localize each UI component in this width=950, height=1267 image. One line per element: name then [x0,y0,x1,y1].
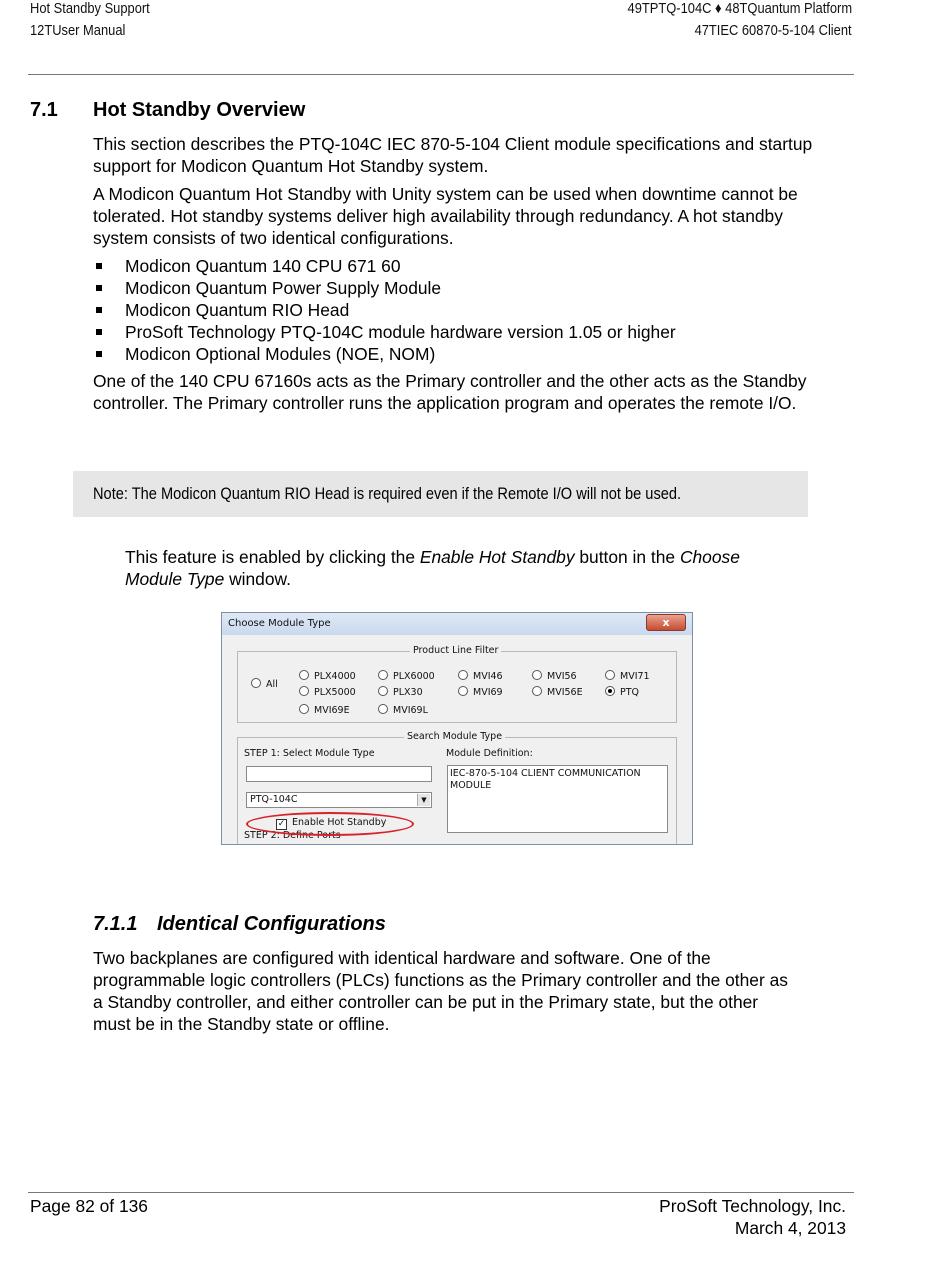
radio-mvi71[interactable] [605,670,650,682]
radio-plx6000[interactable] [378,670,435,682]
checkbox-label: Enable Hot Standby [292,817,387,828]
list-item: Modicon Quantum RIO Head [93,299,676,321]
identical-config-paragraph: Two backplanes are configured with identical hardware and software. One of the programmable logic controllers (PLCs) functions as the Primary controller and the other as a Standby controller, and either controller can be put in the Primary state, but the other must be in the Standby state or offline. [93,948,788,1034]
radio-mvi69e[interactable] [299,704,350,716]
feature-emphasis-button: Enable Hot Standby [419,547,575,567]
radio-all[interactable] [251,678,278,690]
choose-module-type-dialog [221,612,693,845]
radio-label: MVI56 [547,671,577,682]
radio-label: MVI69L [393,705,428,716]
footer-date: March 4, 2013 [734,1218,846,1238]
feature-emphasis-window: Choose Module Type [125,547,740,589]
radio-label: MVI69 [473,687,503,698]
note-text: Note: The Modicon Quantum RIO Head is required even if the Remote I/O will not be used. [93,484,682,503]
radio-label: MVI71 [620,671,650,682]
feature-paragraph [125,546,765,590]
radio-label: PTQ [620,687,640,698]
chevron-down-icon[interactable]: ▼ [417,794,430,806]
radio-label: MVI56E [547,687,583,698]
footer-company: ProSoft Technology, Inc. [659,1196,846,1216]
radio-icon [532,670,542,680]
feature-text: window. [224,569,291,589]
radio-icon [458,670,468,680]
definition-line: MODULE [450,780,492,791]
radio-icon [299,686,309,696]
product-filter-legend: Product Line Filter [410,645,501,656]
search-legend: Search Module Type [404,731,505,742]
module-type-select[interactable] [246,792,432,808]
feature-text: button in the [574,547,680,567]
list-item: Modicon Quantum Power Supply Module [93,277,676,299]
radio-icon [299,670,309,680]
radio-icon [605,670,615,680]
subsection-title: Identical Configurations [157,913,386,935]
subsection-number: 7.1.1 [93,913,138,935]
checkbox-checked-icon: ✓ [277,819,286,829]
module-definition-label: Module Definition: [446,748,533,759]
radio-mvi56[interactable] [532,670,577,682]
radio-icon [378,670,388,680]
radio-icon [299,704,309,714]
list-item: Modicon Optional Modules (NOE, NOM) [93,343,676,365]
radio-mvi69l[interactable] [378,704,428,716]
section-title: Hot Standby Overview [93,99,306,121]
module-search-input[interactable] [246,766,432,782]
radio-icon [378,704,388,714]
component-list [93,255,676,365]
radio-ptq[interactable] [605,686,639,698]
radio-label: PLX5000 [314,687,356,698]
close-button[interactable]: x [646,614,686,631]
radio-label: PLX30 [393,687,423,698]
radio-label: All [266,679,278,690]
feature-text: This feature is enabled by clicking the [125,547,420,567]
radio-icon [458,686,468,696]
radio-mvi69[interactable] [458,686,503,698]
header-rule [28,74,854,75]
radio-icon [532,686,542,696]
header-doc-title: Hot Standby Support [30,0,150,17]
intro-paragraph: This section describes the PTQ-104C IEC 870-5-104 Client module specifications and startup support for Modicon Quantum Hot Standby system. [93,134,813,176]
list-item: ProSoft Technology PTQ-104C module hardware version 1.05 or higher [93,321,676,343]
radio-label: MVI46 [473,671,503,682]
step1-label: STEP 1: Select Module Type [244,748,375,759]
radio-label: PLX4000 [314,671,356,682]
dialog-titlebar [222,613,692,635]
radio-mvi46[interactable] [458,670,503,682]
step2-label: STEP 2: Define Ports [244,830,341,841]
footer-rule [28,1192,854,1193]
definition-line: IEC-870-5-104 CLIENT COMMUNICATION [450,768,641,779]
note-box [73,471,808,517]
radio-mvi56e[interactable] [532,686,583,698]
radio-label: MVI69E [314,705,350,716]
radio-icon [378,686,388,696]
product-line-filter-group [237,645,677,723]
controller-paragraph: One of the 140 CPU 67160s acts as the Primary controller and the other acts as the Standby controller. The Primary controller runs the application program and operates the remote I/O. [93,371,807,413]
radio-plx5000[interactable] [299,686,356,698]
radio-label: PLX6000 [393,671,435,682]
module-definition-box [447,765,668,833]
radio-selected-icon [605,686,615,696]
section-number: 7.1 [30,99,58,121]
page-number: Page 82 of 136 [30,1196,148,1216]
dialog-title: Choose Module Type [228,618,331,629]
radio-plx4000[interactable] [299,670,356,682]
header-protocol: 47TIEC 60870-5-104 Client [694,22,852,39]
header-product: 49TPTQ-104C ♦ 48TQuantum Platform [627,0,852,17]
list-item: Modicon Quantum 140 CPU 671 60 [93,255,676,277]
radio-icon [251,678,261,688]
hot-standby-paragraph: A Modicon Quantum Hot Standby with Unity system can be used when downtime cannot be tolerated. Hot standby systems deliver high availability through redundancy. A hot standby system consists of two identical configurations. [93,184,798,248]
header-manual-label: 12TUser Manual [30,22,126,39]
highlight-ellipse [246,812,414,836]
module-type-value: PTQ-104C [250,794,298,805]
radio-plx30[interactable] [378,686,423,698]
